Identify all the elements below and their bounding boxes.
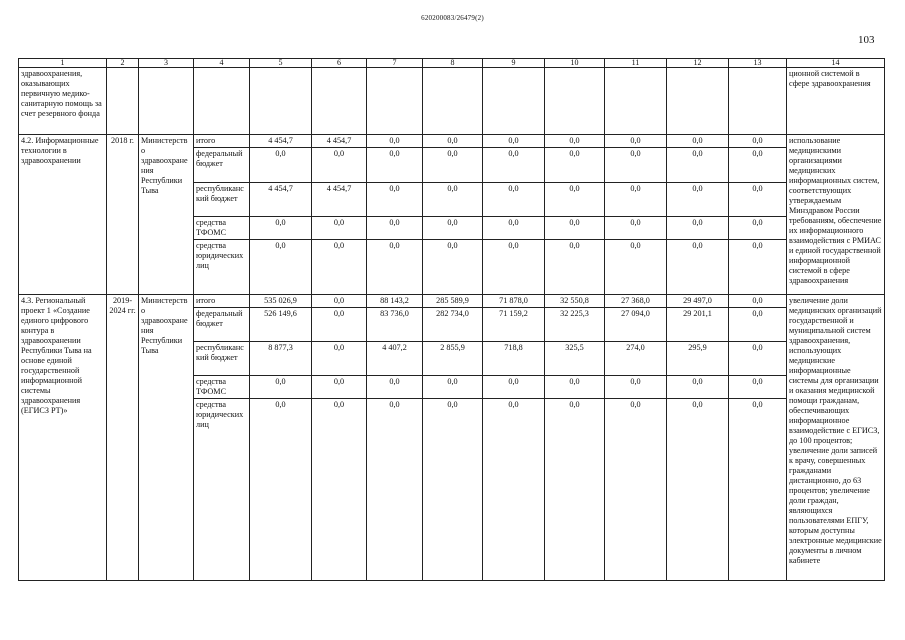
column-header-9: 9 [483, 59, 545, 68]
table-row [19, 295, 885, 308]
section-period: 2018 г. [107, 135, 139, 295]
amount-cell: 4 454,7 [312, 135, 367, 148]
amount-cell: 4 454,7 [312, 183, 367, 217]
column-header-2: 2 [107, 59, 139, 68]
amount-cell: 0,0 [312, 295, 367, 308]
amount-cell: 0,0 [667, 399, 729, 581]
amount-cell: 0,0 [605, 217, 667, 240]
amount-cell: 71 878,0 [483, 295, 545, 308]
amount-cell: 29 497,0 [667, 295, 729, 308]
amount-cell: 0,0 [312, 308, 367, 342]
amount-cell: 0,0 [367, 135, 423, 148]
amount-cell: 0,0 [423, 217, 483, 240]
amount-cell: 0,0 [545, 376, 605, 399]
column-header-1: 1 [19, 59, 107, 68]
amount-cell: 0,0 [605, 135, 667, 148]
amount-cell: 0,0 [729, 183, 787, 217]
column-header-13: 13 [729, 59, 787, 68]
amount-cell: 0,0 [605, 148, 667, 183]
amount-cell: 0,0 [312, 399, 367, 581]
amount-cell: 0,0 [312, 217, 367, 240]
amount-cell: 71 159,2 [483, 308, 545, 342]
amount-cell: 0,0 [423, 183, 483, 217]
amount-cell: 0,0 [545, 399, 605, 581]
amount-cell: 0,0 [367, 399, 423, 581]
amount-cell: 282 734,0 [423, 308, 483, 342]
amount-cell: 0,0 [729, 217, 787, 240]
column-header-11: 11 [605, 59, 667, 68]
amount-cell: 4 407,2 [367, 342, 423, 376]
column-header-6: 6 [312, 59, 367, 68]
amount-cell: 0,0 [483, 217, 545, 240]
amount-cell: 274,0 [605, 342, 667, 376]
amount-cell: 0,0 [367, 183, 423, 217]
amount-cell: 0,0 [545, 183, 605, 217]
amount-cell: 0,0 [667, 148, 729, 183]
page-number: 103 [858, 34, 875, 46]
amount-cell: 0,0 [729, 342, 787, 376]
funding-source: средства ТФОМС [194, 217, 250, 240]
funding-source: итого [194, 135, 250, 148]
amount-cell: 0,0 [423, 148, 483, 183]
amount-cell: 27 368,0 [605, 295, 667, 308]
amount-cell: 4 454,7 [250, 183, 312, 217]
column-header-7: 7 [367, 59, 423, 68]
amount-cell: 0,0 [605, 376, 667, 399]
program-table [18, 58, 885, 581]
amount-cell: 4 454,7 [250, 135, 312, 148]
amount-cell: 0,0 [250, 376, 312, 399]
amount-cell: 32 225,3 [545, 308, 605, 342]
section-executor: Министерство здравоохранения Республики Тыва [139, 295, 194, 581]
amount-cell: 0,0 [605, 183, 667, 217]
column-header-10: 10 [545, 59, 605, 68]
amount-cell: 0,0 [667, 135, 729, 148]
section-executor: Министерство здравоохранения Республики Тыва [139, 135, 194, 295]
amount-cell: 0,0 [545, 135, 605, 148]
funding-source: федеральный бюджет [194, 308, 250, 342]
column-header-8: 8 [423, 59, 483, 68]
amount-cell: 0,0 [250, 217, 312, 240]
section-result: увеличение доли медицинских организаций государственной и муниципальной систем здравоохранения, использующих медицинские информационные системы для организации и оказания медицинской помощи гражданам, обеспечивающих информационное взаимодействие с ЕГИСЗ, до 100 процентов; увеличение доли записей к врачу, совершенных гражданами дистанционно, до 63 процентов; увеличение доли граждан, являющихся пользователями ЕПГУ, которым доступны электронные медицинские документы в личном кабинете [787, 295, 885, 581]
column-header-5: 5 [250, 59, 312, 68]
amount-cell: 0,0 [483, 183, 545, 217]
amount-cell: 32 550,8 [545, 295, 605, 308]
amount-cell: 0,0 [312, 148, 367, 183]
amount-cell: 0,0 [605, 240, 667, 295]
column-header-12: 12 [667, 59, 729, 68]
amount-cell: 88 143,2 [367, 295, 423, 308]
amount-cell: 526 149,6 [250, 308, 312, 342]
column-header-3: 3 [139, 59, 194, 68]
amount-cell: 295,9 [667, 342, 729, 376]
amount-cell: 0,0 [729, 295, 787, 308]
amount-cell: 0,0 [729, 399, 787, 581]
amount-cell: 8 877,3 [250, 342, 312, 376]
amount-cell: 0,0 [312, 240, 367, 295]
funding-source: федеральный бюджет [194, 148, 250, 183]
funding-source: итого [194, 295, 250, 308]
funding-source: республиканский бюджет [194, 342, 250, 376]
amount-cell: 0,0 [545, 240, 605, 295]
section-period: 2019-2024 гг. [107, 295, 139, 581]
amount-cell: 535 026,9 [250, 295, 312, 308]
amount-cell: 0,0 [367, 376, 423, 399]
column-header-4: 4 [194, 59, 250, 68]
amount-cell: 0,0 [483, 148, 545, 183]
continuation-row [19, 68, 885, 135]
amount-cell: 0,0 [667, 376, 729, 399]
amount-cell: 0,0 [423, 240, 483, 295]
amount-cell: 0,0 [367, 148, 423, 183]
amount-cell: 0,0 [729, 240, 787, 295]
amount-cell: 0,0 [729, 148, 787, 183]
continuation-name: здравоохранения, оказывающих первичную медико-санитарную помощь за счет резервного фонда [19, 68, 107, 135]
amount-cell: 0,0 [312, 342, 367, 376]
amount-cell: 0,0 [367, 217, 423, 240]
amount-cell: 0,0 [367, 240, 423, 295]
funding-source: республиканский бюджет [194, 183, 250, 217]
amount-cell: 0,0 [423, 376, 483, 399]
amount-cell: 0,0 [545, 217, 605, 240]
funding-source: средства ТФОМС [194, 376, 250, 399]
amount-cell: 0,0 [729, 135, 787, 148]
amount-cell: 0,0 [250, 240, 312, 295]
amount-cell: 0,0 [545, 148, 605, 183]
document-id: 620200083/26479(2) [421, 14, 484, 22]
amount-cell: 325,5 [545, 342, 605, 376]
amount-cell: 0,0 [729, 376, 787, 399]
amount-cell: 285 589,9 [423, 295, 483, 308]
funding-source: средства юридических лиц [194, 399, 250, 581]
amount-cell: 29 201,1 [667, 308, 729, 342]
funding-source: средства юридических лиц [194, 240, 250, 295]
amount-cell: 0,0 [667, 217, 729, 240]
section-result: использование медицинскими организациями медицинских информационных систем, соответствующих утверждаемым Минздравом России требованиям, обеспечение их информационного взаимодействия с РМИАС и единой государственной информационной системой в сфере здравоохранения [787, 135, 885, 295]
amount-cell: 0,0 [250, 399, 312, 581]
amount-cell: 0,0 [483, 399, 545, 581]
amount-cell: 2 855,9 [423, 342, 483, 376]
amount-cell: 0,0 [312, 376, 367, 399]
continuation-result: ционной системой в сфере здравоохранения [787, 68, 885, 135]
section-name: 4.3. Региональный проект 1 «Создание единого цифрового контура в здравоохранении Республики Тыва на основе единой государственной информационной системы здравоохранения (ЕГИСЗ РТ)» [19, 295, 107, 581]
amount-cell: 718,8 [483, 342, 545, 376]
amount-cell: 83 736,0 [367, 308, 423, 342]
section-name: 4.2. Информационные технологии в здравоохранении [19, 135, 107, 295]
amount-cell: 0,0 [483, 240, 545, 295]
amount-cell: 0,0 [729, 308, 787, 342]
amount-cell: 0,0 [667, 183, 729, 217]
amount-cell: 0,0 [605, 399, 667, 581]
column-header-14: 14 [787, 59, 885, 68]
header-row [19, 59, 885, 68]
amount-cell: 0,0 [423, 399, 483, 581]
amount-cell: 27 094,0 [605, 308, 667, 342]
table-row [19, 135, 885, 148]
amount-cell: 0,0 [483, 135, 545, 148]
amount-cell: 0,0 [250, 148, 312, 183]
amount-cell: 0,0 [483, 376, 545, 399]
amount-cell: 0,0 [667, 240, 729, 295]
amount-cell: 0,0 [423, 135, 483, 148]
